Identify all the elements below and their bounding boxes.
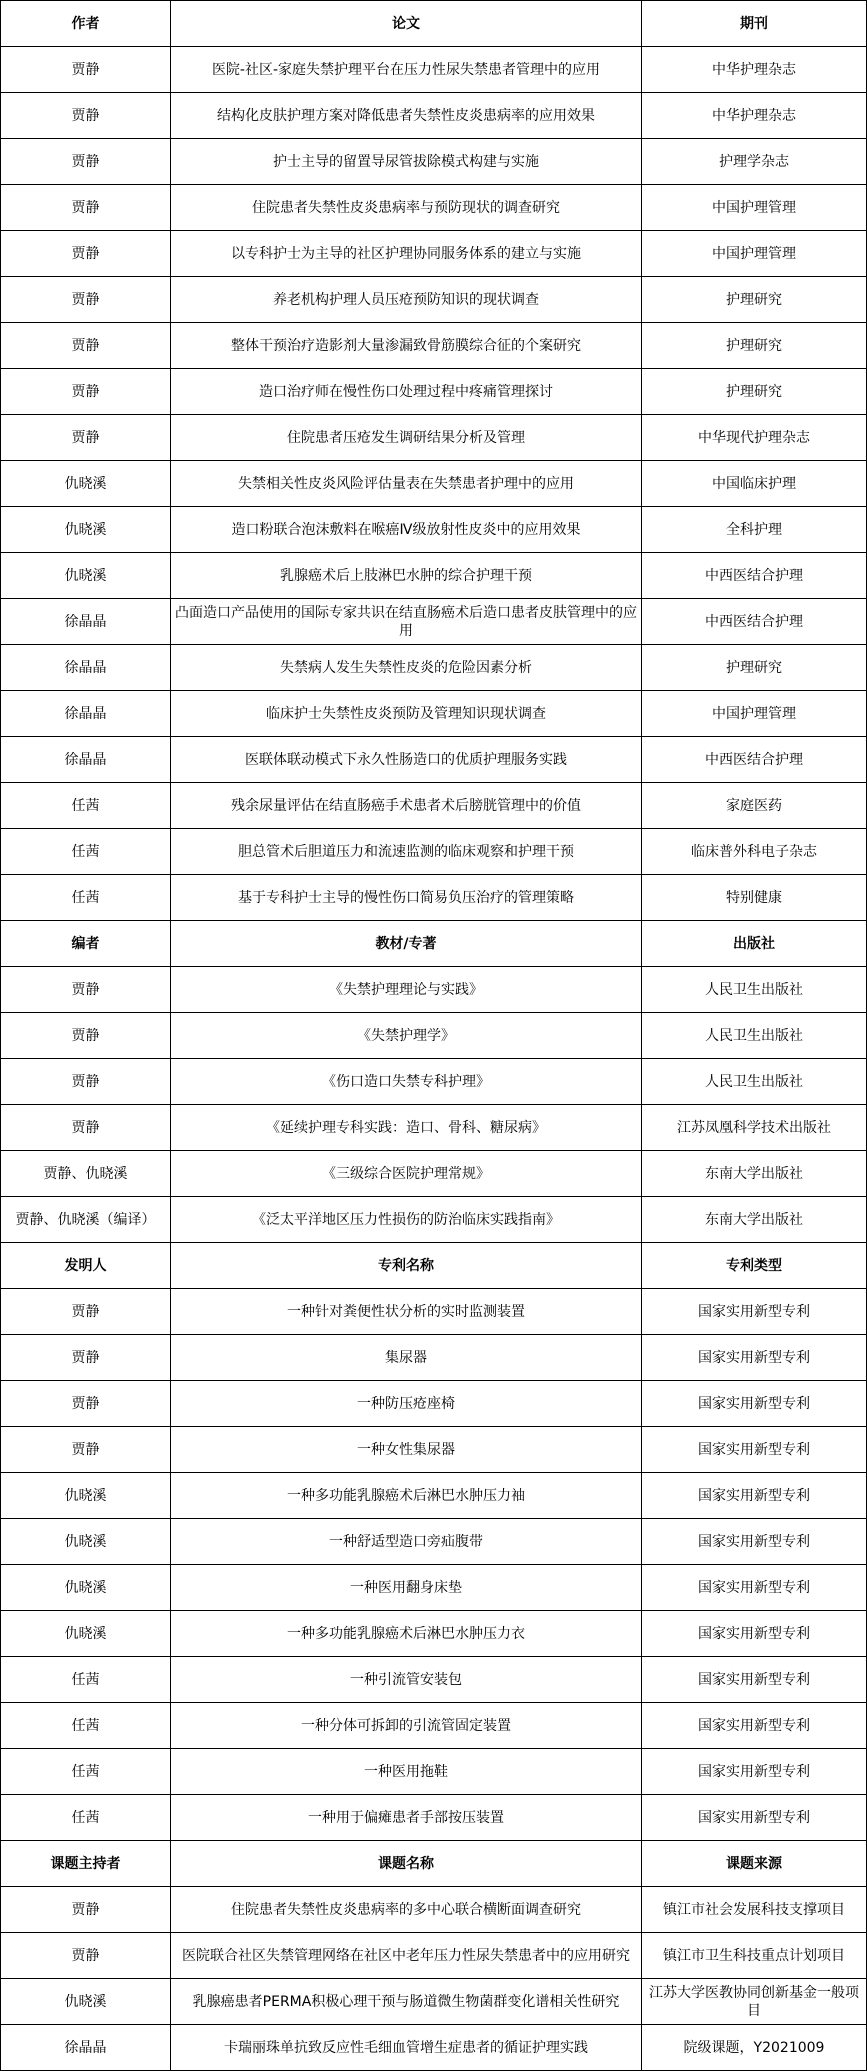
cell-source: 人民卫生出版社 bbox=[642, 1059, 867, 1105]
cell-source: 中国护理管理 bbox=[642, 231, 867, 277]
cell-source: 国家实用新型专利 bbox=[642, 1335, 867, 1381]
cell-title: 造口治疗师在慢性伤口处理过程中疼痛管理探讨 bbox=[171, 369, 642, 415]
header-source: 期刊 bbox=[642, 1, 867, 47]
cell-person: 贾静 bbox=[1, 967, 171, 1013]
cell-title: 以专科护士为主导的社区护理协同服务体系的建立与实施 bbox=[171, 231, 642, 277]
cell-person: 贾静 bbox=[1, 231, 171, 277]
cell-title: 卡瑞丽珠单抗致反应性毛细血管增生症患者的循证护理实践 bbox=[171, 2025, 642, 2071]
table-row bbox=[1, 1473, 867, 1519]
cell-source: 中华护理杂志 bbox=[642, 47, 867, 93]
section-header-row bbox=[1, 921, 867, 967]
cell-person: 贾静 bbox=[1, 1887, 171, 1933]
cell-person: 贾静 bbox=[1, 323, 171, 369]
cell-title: 乳腺癌术后上肢淋巴水肿的综合护理干预 bbox=[171, 553, 642, 599]
cell-source: 中华现代护理杂志 bbox=[642, 415, 867, 461]
table-row bbox=[1, 231, 867, 277]
header-source: 课题来源 bbox=[642, 1841, 867, 1887]
table-row bbox=[1, 875, 867, 921]
cell-person: 徐晶晶 bbox=[1, 645, 171, 691]
table-row bbox=[1, 737, 867, 783]
cell-source: 东南大学出版社 bbox=[642, 1151, 867, 1197]
cell-source: 人民卫生出版社 bbox=[642, 1013, 867, 1059]
cell-source: 护理研究 bbox=[642, 369, 867, 415]
cell-title: 一种分体可拆卸的引流管固定装置 bbox=[171, 1703, 642, 1749]
cell-person: 徐晶晶 bbox=[1, 599, 171, 645]
header-title: 专利名称 bbox=[171, 1243, 642, 1289]
table-row bbox=[1, 1381, 867, 1427]
table-row bbox=[1, 691, 867, 737]
cell-title: 养老机构护理人员压疮预防知识的现状调查 bbox=[171, 277, 642, 323]
section-header-row bbox=[1, 1, 867, 47]
cell-person: 仇晓溪 bbox=[1, 1565, 171, 1611]
table-row bbox=[1, 415, 867, 461]
cell-source: 东南大学出版社 bbox=[642, 1197, 867, 1243]
table-row bbox=[1, 1749, 867, 1795]
cell-title: 护士主导的留置导尿管拔除模式构建与实施 bbox=[171, 139, 642, 185]
cell-title: 基于专科护士主导的慢性伤口简易负压治疗的管理策略 bbox=[171, 875, 642, 921]
cell-title: 住院患者失禁性皮炎患病率的多中心联合横断面调查研究 bbox=[171, 1887, 642, 1933]
section-header-row bbox=[1, 1841, 867, 1887]
cell-source: 国家实用新型专利 bbox=[642, 1427, 867, 1473]
cell-person: 任茜 bbox=[1, 1703, 171, 1749]
cell-person: 贾静 bbox=[1, 1059, 171, 1105]
cell-source: 护理研究 bbox=[642, 277, 867, 323]
cell-person: 贾静 bbox=[1, 277, 171, 323]
cell-person: 任茜 bbox=[1, 1657, 171, 1703]
cell-title: 《失禁护理理论与实践》 bbox=[171, 967, 642, 1013]
table-row bbox=[1, 139, 867, 185]
table-row bbox=[1, 1519, 867, 1565]
table-row bbox=[1, 1105, 867, 1151]
cell-title: 一种用于偏瘫患者手部按压装置 bbox=[171, 1795, 642, 1841]
header-person: 作者 bbox=[1, 1, 171, 47]
cell-title: 结构化皮肤护理方案对降低患者失禁性皮炎患病率的应用效果 bbox=[171, 93, 642, 139]
cell-person: 徐晶晶 bbox=[1, 2025, 171, 2071]
cell-title: 整体干预治疗造影剂大量渗漏致骨筋膜综合征的个案研究 bbox=[171, 323, 642, 369]
cell-source: 镇江市社会发展科技支撑项目 bbox=[642, 1887, 867, 1933]
cell-title: 残余尿量评估在结直肠癌手术患者术后膀胱管理中的价值 bbox=[171, 783, 642, 829]
cell-person: 贾静 bbox=[1, 1381, 171, 1427]
cell-person: 贾静、仇晓溪（编译） bbox=[1, 1197, 171, 1243]
cell-person: 仇晓溪 bbox=[1, 1611, 171, 1657]
table-row bbox=[1, 461, 867, 507]
table-row bbox=[1, 829, 867, 875]
cell-person: 徐晶晶 bbox=[1, 737, 171, 783]
table-row bbox=[1, 277, 867, 323]
cell-person: 仇晓溪 bbox=[1, 1979, 171, 2025]
cell-source: 全科护理 bbox=[642, 507, 867, 553]
cell-source: 国家实用新型专利 bbox=[642, 1749, 867, 1795]
cell-source: 国家实用新型专利 bbox=[642, 1473, 867, 1519]
header-person: 编者 bbox=[1, 921, 171, 967]
cell-source: 护理学杂志 bbox=[642, 139, 867, 185]
table-row bbox=[1, 783, 867, 829]
table-row bbox=[1, 507, 867, 553]
header-title: 课题名称 bbox=[171, 1841, 642, 1887]
cell-person: 贾静 bbox=[1, 47, 171, 93]
table-row bbox=[1, 1657, 867, 1703]
table-row bbox=[1, 2025, 867, 2071]
cell-source: 中国护理管理 bbox=[642, 185, 867, 231]
cell-title: 一种多功能乳腺癌术后淋巴水肿压力衣 bbox=[171, 1611, 642, 1657]
table-row bbox=[1, 185, 867, 231]
cell-person: 贾静 bbox=[1, 415, 171, 461]
cell-source: 中西医结合护理 bbox=[642, 737, 867, 783]
cell-source: 中国临床护理 bbox=[642, 461, 867, 507]
table-row bbox=[1, 1887, 867, 1933]
header-title: 论文 bbox=[171, 1, 642, 47]
cell-source: 护理研究 bbox=[642, 323, 867, 369]
cell-title: 一种多功能乳腺癌术后淋巴水肿压力袖 bbox=[171, 1473, 642, 1519]
header-source: 专利类型 bbox=[642, 1243, 867, 1289]
table-body bbox=[1, 1, 867, 2071]
cell-title: 一种医用翻身床垫 bbox=[171, 1565, 642, 1611]
cell-person: 仇晓溪 bbox=[1, 1473, 171, 1519]
cell-person: 贾静 bbox=[1, 139, 171, 185]
cell-title: 一种引流管安装包 bbox=[171, 1657, 642, 1703]
table-row bbox=[1, 47, 867, 93]
table-row bbox=[1, 1427, 867, 1473]
cell-source: 特别健康 bbox=[642, 875, 867, 921]
cell-person: 贾静 bbox=[1, 1013, 171, 1059]
cell-source: 江苏凤凰科学技术出版社 bbox=[642, 1105, 867, 1151]
cell-source: 镇江市卫生科技重点计划项目 bbox=[642, 1933, 867, 1979]
cell-person: 仇晓溪 bbox=[1, 461, 171, 507]
cell-source: 护理研究 bbox=[642, 645, 867, 691]
cell-person: 贾静 bbox=[1, 1105, 171, 1151]
cell-person: 贾静 bbox=[1, 93, 171, 139]
cell-source: 国家实用新型专利 bbox=[642, 1565, 867, 1611]
table-row bbox=[1, 599, 867, 645]
table-row bbox=[1, 1197, 867, 1243]
cell-person: 仇晓溪 bbox=[1, 553, 171, 599]
cell-person: 仇晓溪 bbox=[1, 507, 171, 553]
cell-source: 家庭医药 bbox=[642, 783, 867, 829]
cell-title: 一种针对粪便性状分析的实时监测装置 bbox=[171, 1289, 642, 1335]
cell-title: 医联体联动模式下永久性肠造口的优质护理服务实践 bbox=[171, 737, 642, 783]
cell-title: 一种女性集尿器 bbox=[171, 1427, 642, 1473]
cell-title: 《失禁护理学》 bbox=[171, 1013, 642, 1059]
cell-title: 乳腺癌患者PERMA积极心理干预与肠道微生物菌群变化谱相关性研究 bbox=[171, 1979, 642, 2025]
cell-source: 人民卫生出版社 bbox=[642, 967, 867, 1013]
cell-person: 贾静、仇晓溪 bbox=[1, 1151, 171, 1197]
cell-person: 任茜 bbox=[1, 1795, 171, 1841]
cell-person: 贾静 bbox=[1, 1933, 171, 1979]
cell-title: 胆总管术后胆道压力和流速监测的临床观察和护理干预 bbox=[171, 829, 642, 875]
cell-source: 国家实用新型专利 bbox=[642, 1611, 867, 1657]
cell-title: 凸面造口产品使用的国际专家共识在结直肠癌术后造口患者皮肤管理中的应用 bbox=[171, 599, 642, 645]
table-row bbox=[1, 967, 867, 1013]
cell-source: 中华护理杂志 bbox=[642, 93, 867, 139]
cell-person: 贾静 bbox=[1, 1289, 171, 1335]
cell-title: 临床护士失禁性皮炎预防及管理知识现状调查 bbox=[171, 691, 642, 737]
header-person: 发明人 bbox=[1, 1243, 171, 1289]
cell-title: 失禁相关性皮炎风险评估量表在失禁患者护理中的应用 bbox=[171, 461, 642, 507]
cell-title: 《延续护理专科实践：造口、骨科、糖尿病》 bbox=[171, 1105, 642, 1151]
cell-source: 国家实用新型专利 bbox=[642, 1519, 867, 1565]
cell-person: 任茜 bbox=[1, 1749, 171, 1795]
cell-person: 任茜 bbox=[1, 783, 171, 829]
table-row bbox=[1, 1979, 867, 2025]
table-row bbox=[1, 1059, 867, 1105]
cell-title: 一种舒适型造口旁疝腹带 bbox=[171, 1519, 642, 1565]
table-row bbox=[1, 1565, 867, 1611]
cell-source: 临床普外科电子杂志 bbox=[642, 829, 867, 875]
cell-source: 中西医结合护理 bbox=[642, 599, 867, 645]
cell-source: 中国护理管理 bbox=[642, 691, 867, 737]
cell-person: 贾静 bbox=[1, 369, 171, 415]
table-row bbox=[1, 1703, 867, 1749]
header-title: 教材/专著 bbox=[171, 921, 642, 967]
table-row bbox=[1, 1335, 867, 1381]
cell-person: 徐晶晶 bbox=[1, 691, 171, 737]
cell-person: 贾静 bbox=[1, 185, 171, 231]
cell-source: 江苏大学医教协同创新基金一般项目 bbox=[642, 1979, 867, 2025]
table-row bbox=[1, 323, 867, 369]
cell-source: 国家实用新型专利 bbox=[642, 1289, 867, 1335]
cell-title: 医院-社区-家庭失禁护理平台在压力性尿失禁患者管理中的应用 bbox=[171, 47, 642, 93]
cell-title: 《三级综合医院护理常规》 bbox=[171, 1151, 642, 1197]
cell-title: 造口粉联合泡沫敷料在喉癌Ⅳ级放射性皮炎中的应用效果 bbox=[171, 507, 642, 553]
table-row bbox=[1, 1289, 867, 1335]
header-person: 课题主持者 bbox=[1, 1841, 171, 1887]
cell-title: 一种医用拖鞋 bbox=[171, 1749, 642, 1795]
table-row bbox=[1, 1933, 867, 1979]
table-row bbox=[1, 369, 867, 415]
cell-source: 国家实用新型专利 bbox=[642, 1657, 867, 1703]
table-row bbox=[1, 93, 867, 139]
cell-source: 国家实用新型专利 bbox=[642, 1381, 867, 1427]
cell-title: 一种防压疮座椅 bbox=[171, 1381, 642, 1427]
cell-title: 《伤口造口失禁专科护理》 bbox=[171, 1059, 642, 1105]
cell-title: 失禁病人发生失禁性皮炎的危险因素分析 bbox=[171, 645, 642, 691]
cell-person: 仇晓溪 bbox=[1, 1519, 171, 1565]
cell-person: 贾静 bbox=[1, 1427, 171, 1473]
cell-source: 国家实用新型专利 bbox=[642, 1795, 867, 1841]
cell-title: 《泛太平洋地区压力性损伤的防治临床实践指南》 bbox=[171, 1197, 642, 1243]
cell-person: 贾静 bbox=[1, 1335, 171, 1381]
cell-person: 任茜 bbox=[1, 875, 171, 921]
table-row bbox=[1, 1151, 867, 1197]
cell-title: 医院联合社区失禁管理网络在社区中老年压力性尿失禁患者中的应用研究 bbox=[171, 1933, 642, 1979]
table-row bbox=[1, 553, 867, 599]
table-row bbox=[1, 1795, 867, 1841]
cell-source: 院级课题，Y2021009 bbox=[642, 2025, 867, 2071]
table-row bbox=[1, 645, 867, 691]
table-row bbox=[1, 1611, 867, 1657]
cell-title: 集尿器 bbox=[171, 1335, 642, 1381]
section-header-row bbox=[1, 1243, 867, 1289]
cell-source: 中西医结合护理 bbox=[642, 553, 867, 599]
header-source: 出版社 bbox=[642, 921, 867, 967]
cell-title: 住院患者失禁性皮炎患病率与预防现状的调查研究 bbox=[171, 185, 642, 231]
cell-person: 任茜 bbox=[1, 829, 171, 875]
cell-source: 国家实用新型专利 bbox=[642, 1703, 867, 1749]
cell-title: 住院患者压疮发生调研结果分析及管理 bbox=[171, 415, 642, 461]
table-row bbox=[1, 1013, 867, 1059]
